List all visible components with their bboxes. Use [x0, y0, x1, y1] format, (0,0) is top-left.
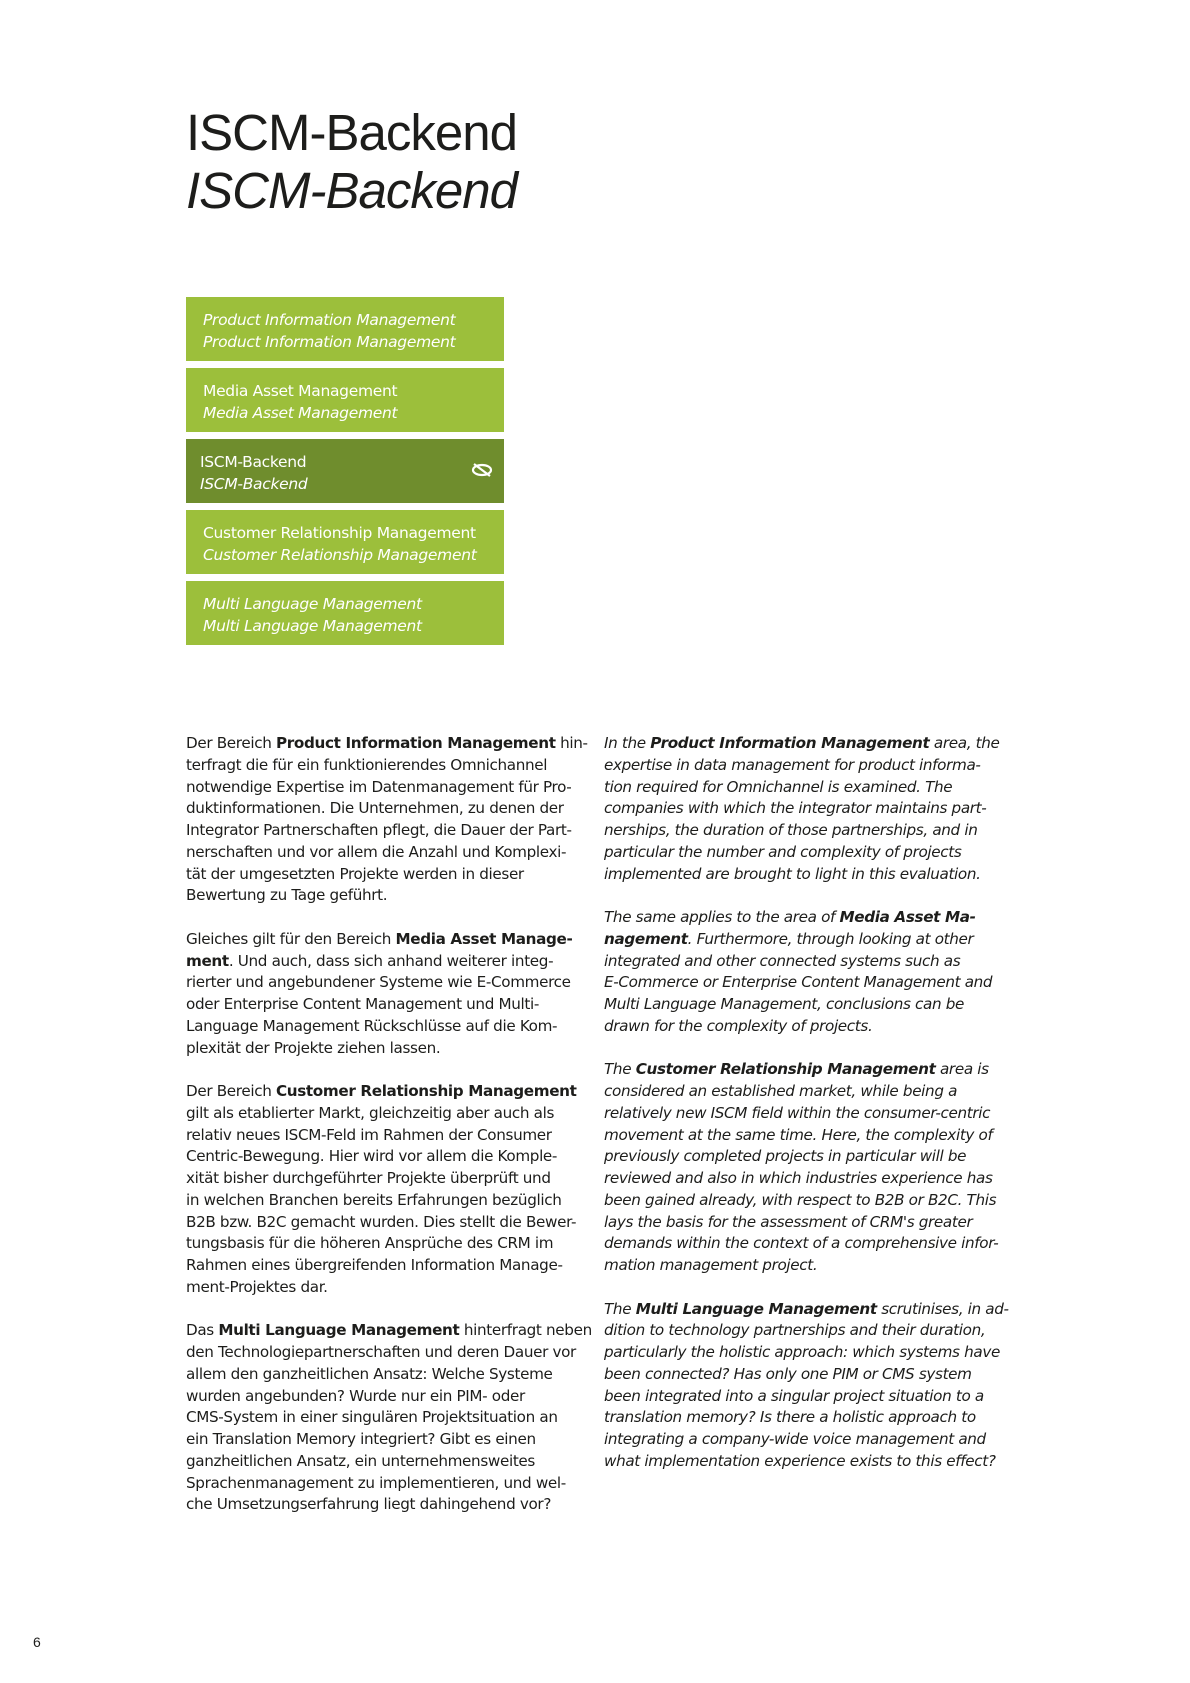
paragraph-crm-en: [604, 1059, 1004, 1277]
bold-term: Product Information Management: [275, 734, 556, 752]
text-line: nerschaften und vor allem die Anzahl und Komplexi-: [186, 842, 567, 861]
nav-item-product-information-management[interactable]: [186, 297, 504, 361]
text-line: been integrated into a singular project situation to a: [604, 1386, 984, 1405]
text-line: den Technologiepartnerschaften und deren Dauer vor: [186, 1343, 576, 1361]
text-line: particular the number and complexity of projects: [604, 842, 962, 861]
text-line: Multi Language Management, conclusions can be: [604, 995, 965, 1013]
text-fragment: area, the: [929, 734, 1000, 752]
text-line: Bewertung zu Tage geführt.: [186, 886, 388, 905]
text-line: rierter und angebundener Systeme wie E-Commerce: [186, 973, 571, 992]
text-line: implemented are brought to light in this evaluation.: [604, 864, 981, 883]
bold-term: Media Asset Ma-: [839, 908, 976, 926]
text-line: [604, 929, 1004, 951]
nav-item-multi-language-management[interactable]: [186, 581, 504, 645]
section-navigation: [186, 297, 504, 652]
text-line: what implementation experience exists to this effect?: [604, 1451, 996, 1470]
text-line: drawn for the complexity of projects.: [604, 1016, 873, 1035]
text-fragment: . Furthermore, through looking at other: [687, 929, 974, 948]
paragraph-crm-de: [186, 1081, 586, 1299]
text-line: [186, 951, 586, 973]
text-fragment: scrutinises, in ad-: [876, 1299, 1009, 1318]
nav-item-iscm-backend[interactable]: [186, 439, 504, 503]
english-text-column: [604, 733, 1009, 1494]
text-fragment: In the: [604, 734, 651, 752]
text-line: lays the basis for the assessment of CRM's greater: [604, 1212, 973, 1231]
page-title-german: ISCM-Backend: [186, 104, 517, 161]
nav-item-label: Product Information Management: [203, 311, 456, 329]
text-line: gilt als etablierter Markt, gleichzeitig aber auch als: [186, 1103, 555, 1122]
text-line: tungsbasis für die höheren Ansprüche des CRM im: [186, 1234, 554, 1253]
bold-term: ment: [186, 951, 229, 970]
text-line: considered an established market, while being a: [604, 1082, 958, 1100]
text-line: tion required for Omnichannel is examined. The: [604, 777, 953, 796]
text-fragment: hin-: [555, 734, 588, 752]
text-line: ein Translation Memory integriert? Gibt es einen: [186, 1430, 536, 1448]
text-line: [604, 907, 1004, 929]
text-line: mation management project.: [604, 1256, 818, 1274]
text-line: E-Commerce or Enterprise Content Management and: [604, 973, 993, 992]
text-fragment: area is: [935, 1060, 989, 1079]
paragraph-mam-en: [604, 907, 1004, 1038]
text-line: nerships, the duration of those partnerships, and in: [604, 821, 978, 839]
paragraph-pim-en: [604, 733, 1004, 885]
text-line: been gained already, with respect to B2B or B2C. This: [604, 1190, 997, 1209]
text-line: demands within the context of a comprehensive infor-: [604, 1234, 999, 1253]
bold-term: Multi Language Management: [635, 1299, 877, 1318]
text-line: Language Management Rückschlüsse auf die Kom-: [186, 1016, 558, 1035]
text-line: allem den ganzheitlichen Ansatz: Welche Systeme: [186, 1364, 553, 1383]
text-fragment: . Und auch, dass sich anhand weiterer integ-: [228, 951, 554, 970]
text-line: duktinformationen. Die Unternehmen, zu denen der: [186, 799, 564, 818]
nav-item-sublabel: Media Asset Management: [203, 404, 398, 422]
bold-term: Product Information Management: [650, 734, 930, 752]
text-line: companies with which the integrator maintains part-: [604, 799, 987, 818]
paragraph-mlm-de: [186, 1320, 592, 1516]
paragraph-pim-de: [186, 733, 586, 907]
text-line: previously completed projects in particular will be: [604, 1147, 967, 1166]
text-fragment: The: [604, 1060, 636, 1079]
bold-term: nagement: [604, 929, 688, 948]
visibility-off-icon: [470, 461, 494, 479]
nav-item-label: Multi Language Management: [203, 595, 422, 613]
text-fragment: The same applies to the area of: [604, 908, 840, 926]
text-fragment: Der Bereich: [186, 1082, 276, 1100]
nav-item-sublabel: ISCM-Backend: [200, 475, 308, 493]
text-fragment: The: [604, 1299, 636, 1318]
nav-item-sublabel: Multi Language Management: [203, 617, 422, 635]
nav-item-label: ISCM-Backend: [200, 453, 307, 471]
nav-item-customer-relationship-management[interactable]: [186, 510, 504, 574]
text-line: integrating a company-wide voice management and: [604, 1430, 986, 1448]
nav-item-sublabel: Customer Relationship Management: [203, 546, 477, 564]
text-line: [604, 1059, 1004, 1081]
paragraph-mam-de: [186, 929, 586, 1060]
text-line: translation memory? Is there a holistic approach to: [604, 1408, 976, 1427]
text-line: particularly the holistic approach: which systems have: [604, 1343, 1000, 1361]
german-text-column: [186, 733, 592, 1538]
text-line: notwendige Expertise im Datenmanagement für Pro-: [186, 777, 572, 796]
text-line: Centric-Bewegung. Hier wird vor allem die Komple-: [186, 1147, 558, 1166]
text-line: che Umsetzungserfahrung liegt dahingehend vor?: [186, 1495, 552, 1514]
text-line: in welchen Branchen bereits Erfahrungen bezüglich: [186, 1190, 562, 1209]
bold-term: Media Asset Manage-: [395, 929, 573, 948]
text-line: expertise in data management for product informa-: [604, 755, 981, 774]
paragraph-mlm-en: [604, 1299, 1009, 1473]
text-line: [186, 929, 586, 951]
text-line: integrated and other connected systems such as: [604, 951, 961, 970]
text-line: relatively new ISCM field within the consumer-centric: [604, 1103, 991, 1122]
text-line: plexität der Projekte ziehen lassen.: [186, 1038, 441, 1057]
text-line: been connected? Has only one PIM or CMS system: [604, 1364, 972, 1383]
bold-term: Customer Relationship Management: [635, 1060, 936, 1079]
text-line: [604, 1299, 1009, 1321]
text-line: wurden angebunden? Wurde nur ein PIM- oder: [186, 1386, 525, 1405]
text-fragment: Der Bereich: [186, 734, 276, 752]
text-line: B2B bzw. B2C gemacht wurden. Dies stellt die Bewer-: [186, 1212, 577, 1231]
page-title-english: ISCM-Backend: [186, 162, 517, 219]
bold-term: Multi Language Management: [218, 1321, 460, 1340]
text-line: reviewed and also in which industries experience has: [604, 1169, 993, 1187]
text-line: CMS-System in einer singulären Projektsituation an: [186, 1408, 558, 1427]
text-line: xität bisher durchgeführter Projekte überprüft und: [186, 1169, 551, 1187]
nav-item-label: Customer Relationship Management: [203, 524, 476, 542]
nav-item-label: Media Asset Management: [203, 382, 398, 400]
text-fragment: Gleiches gilt für den Bereich: [186, 929, 396, 948]
text-line: [186, 733, 586, 755]
text-line: ment-Projektes dar.: [186, 1277, 328, 1296]
page-title: [186, 104, 517, 220]
bold-term: Customer Relationship Management: [275, 1082, 577, 1100]
page-number: 6: [33, 1634, 41, 1650]
text-line: [186, 1320, 592, 1342]
text-fragment: Das: [186, 1321, 219, 1340]
text-line: oder Enterprise Content Management und Multi-: [186, 995, 539, 1013]
text-line: terfragt die für ein funktionierendes Omnichannel: [186, 755, 548, 774]
text-line: ganzheitlichen Ansatz, ein unternehmensweites: [186, 1451, 535, 1470]
text-line: movement at the same time. Here, the complexity of: [604, 1125, 993, 1144]
text-line: [604, 733, 1004, 755]
nav-item-sublabel: Product Information Management: [203, 333, 456, 351]
text-line: tät der umgesetzten Projekte werden in dieser: [186, 864, 524, 883]
text-line: dition to technology partnerships and their duration,: [604, 1321, 986, 1340]
text-line: Sprachenmanagement zu implementieren, und wel-: [186, 1473, 566, 1492]
text-fragment: hinterfragt neben: [459, 1321, 592, 1340]
text-line: Rahmen eines übergreifenden Information Manage-: [186, 1256, 563, 1274]
nav-item-media-asset-management[interactable]: [186, 368, 504, 432]
text-line: [186, 1081, 586, 1103]
text-line: Integrator Partnerschaften pflegt, die Dauer der Part-: [186, 821, 572, 839]
text-line: relativ neues ISCM-Feld im Rahmen der Consumer: [186, 1125, 552, 1144]
